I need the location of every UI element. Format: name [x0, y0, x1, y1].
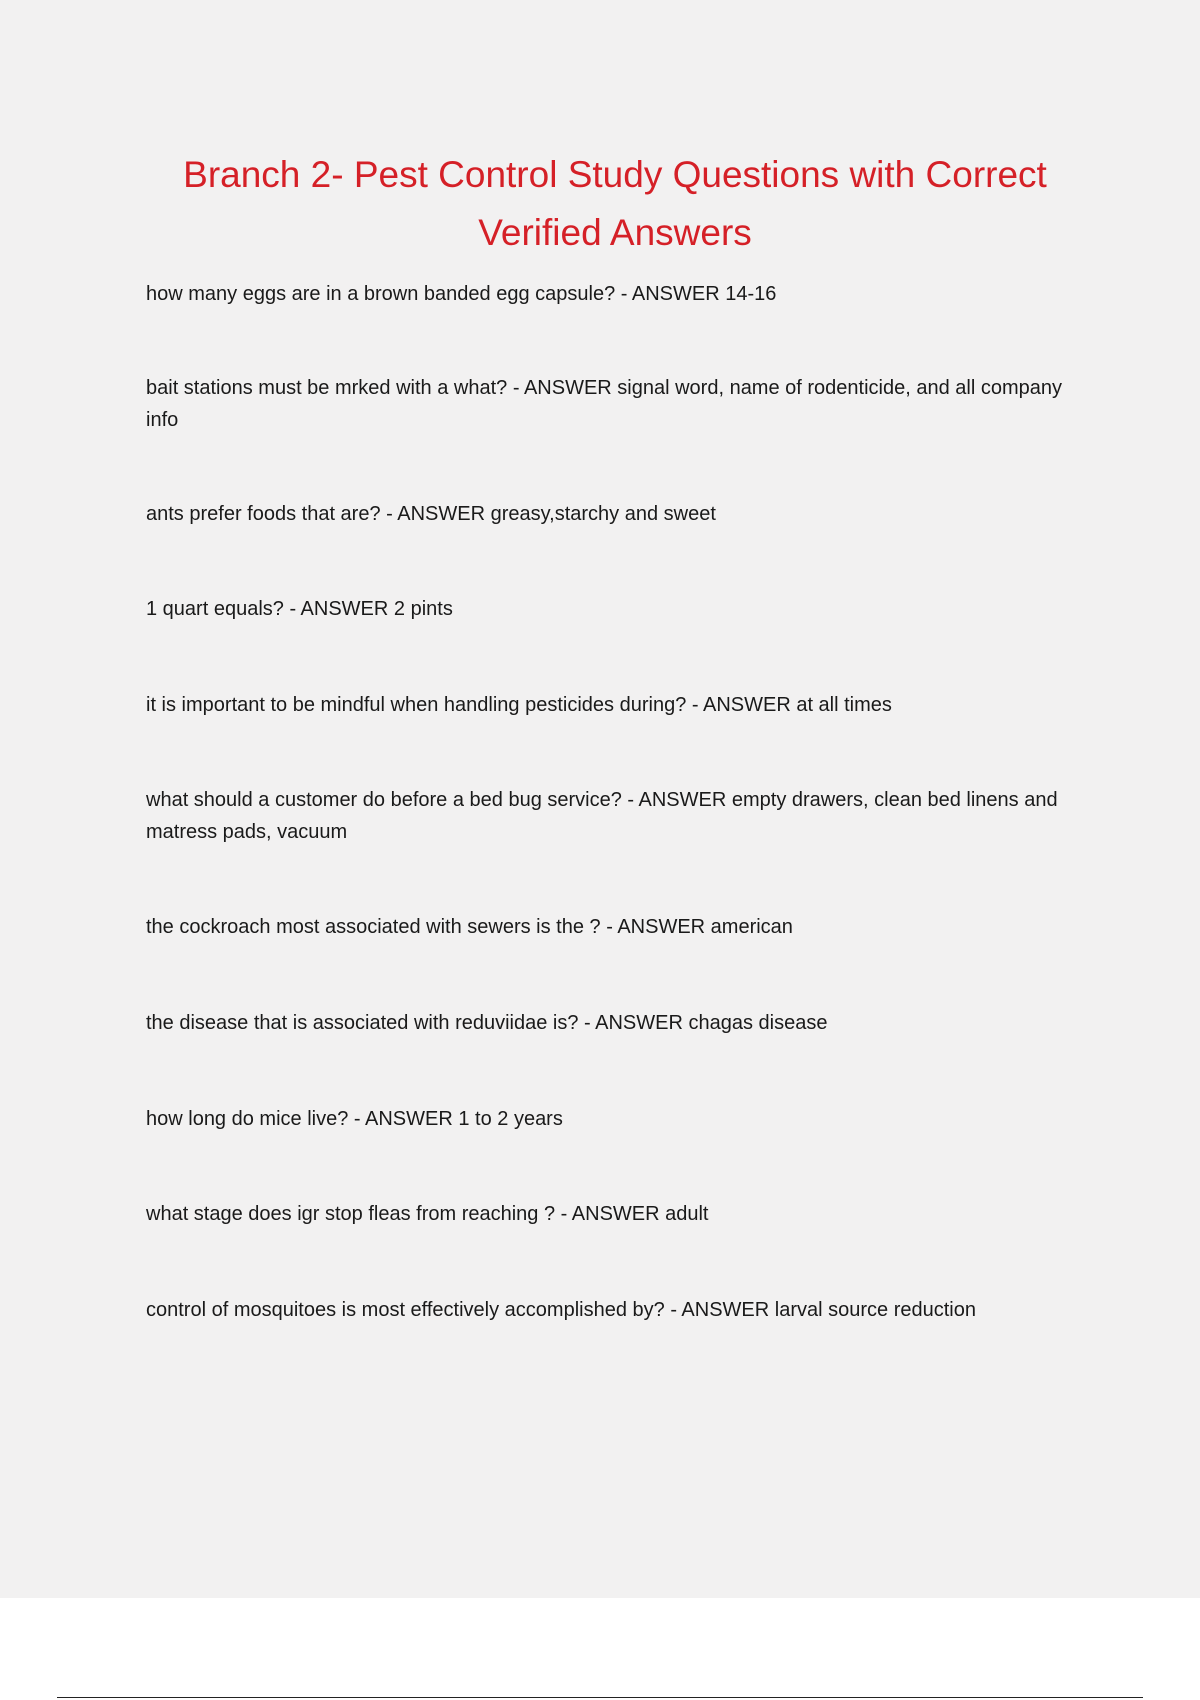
document-title: Branch 2- Pest Control Study Questions with Correct Verified Answers: [183, 154, 1047, 253]
qa-item-4: 1 quart equals? - ANSWER 2 pints: [146, 598, 453, 620]
qa-list: [146, 278, 1086, 1326]
qa-item-10: what stage does igr stop fleas from reaching ? - ANSWER adult: [146, 1203, 709, 1225]
qa-item-9: how long do mice live? - ANSWER 1 to 2 years: [146, 1108, 563, 1130]
qa-item-8: the disease that is associated with reduviidae is? - ANSWER chagas disease: [146, 1012, 828, 1034]
qa-item-5: it is important to be mindful when handling pesticides during? - ANSWER at all times: [146, 694, 892, 716]
qa-item-2: bait stations must be mrked with a what? - ANSWER signal word, name of rodenticide, and all company info: [146, 377, 1062, 431]
footer-divider: [57, 1697, 1143, 1698]
qa-item-1: how many eggs are in a brown banded egg capsule? - ANSWER 14-16: [146, 283, 777, 305]
qa-item-7: the cockroach most associated with sewers is the ? - ANSWER american: [146, 916, 793, 938]
qa-item-3: ants prefer foods that are? - ANSWER greasy,starchy and sweet: [146, 503, 716, 525]
qa-item-6: what should a customer do before a bed bug service? - ANSWER empty drawers, clean bed linens and matress pads, vacuum: [146, 789, 1058, 843]
qa-item-11: control of mosquitoes is most effectively accomplished by? - ANSWER larval source reduction: [146, 1299, 976, 1321]
